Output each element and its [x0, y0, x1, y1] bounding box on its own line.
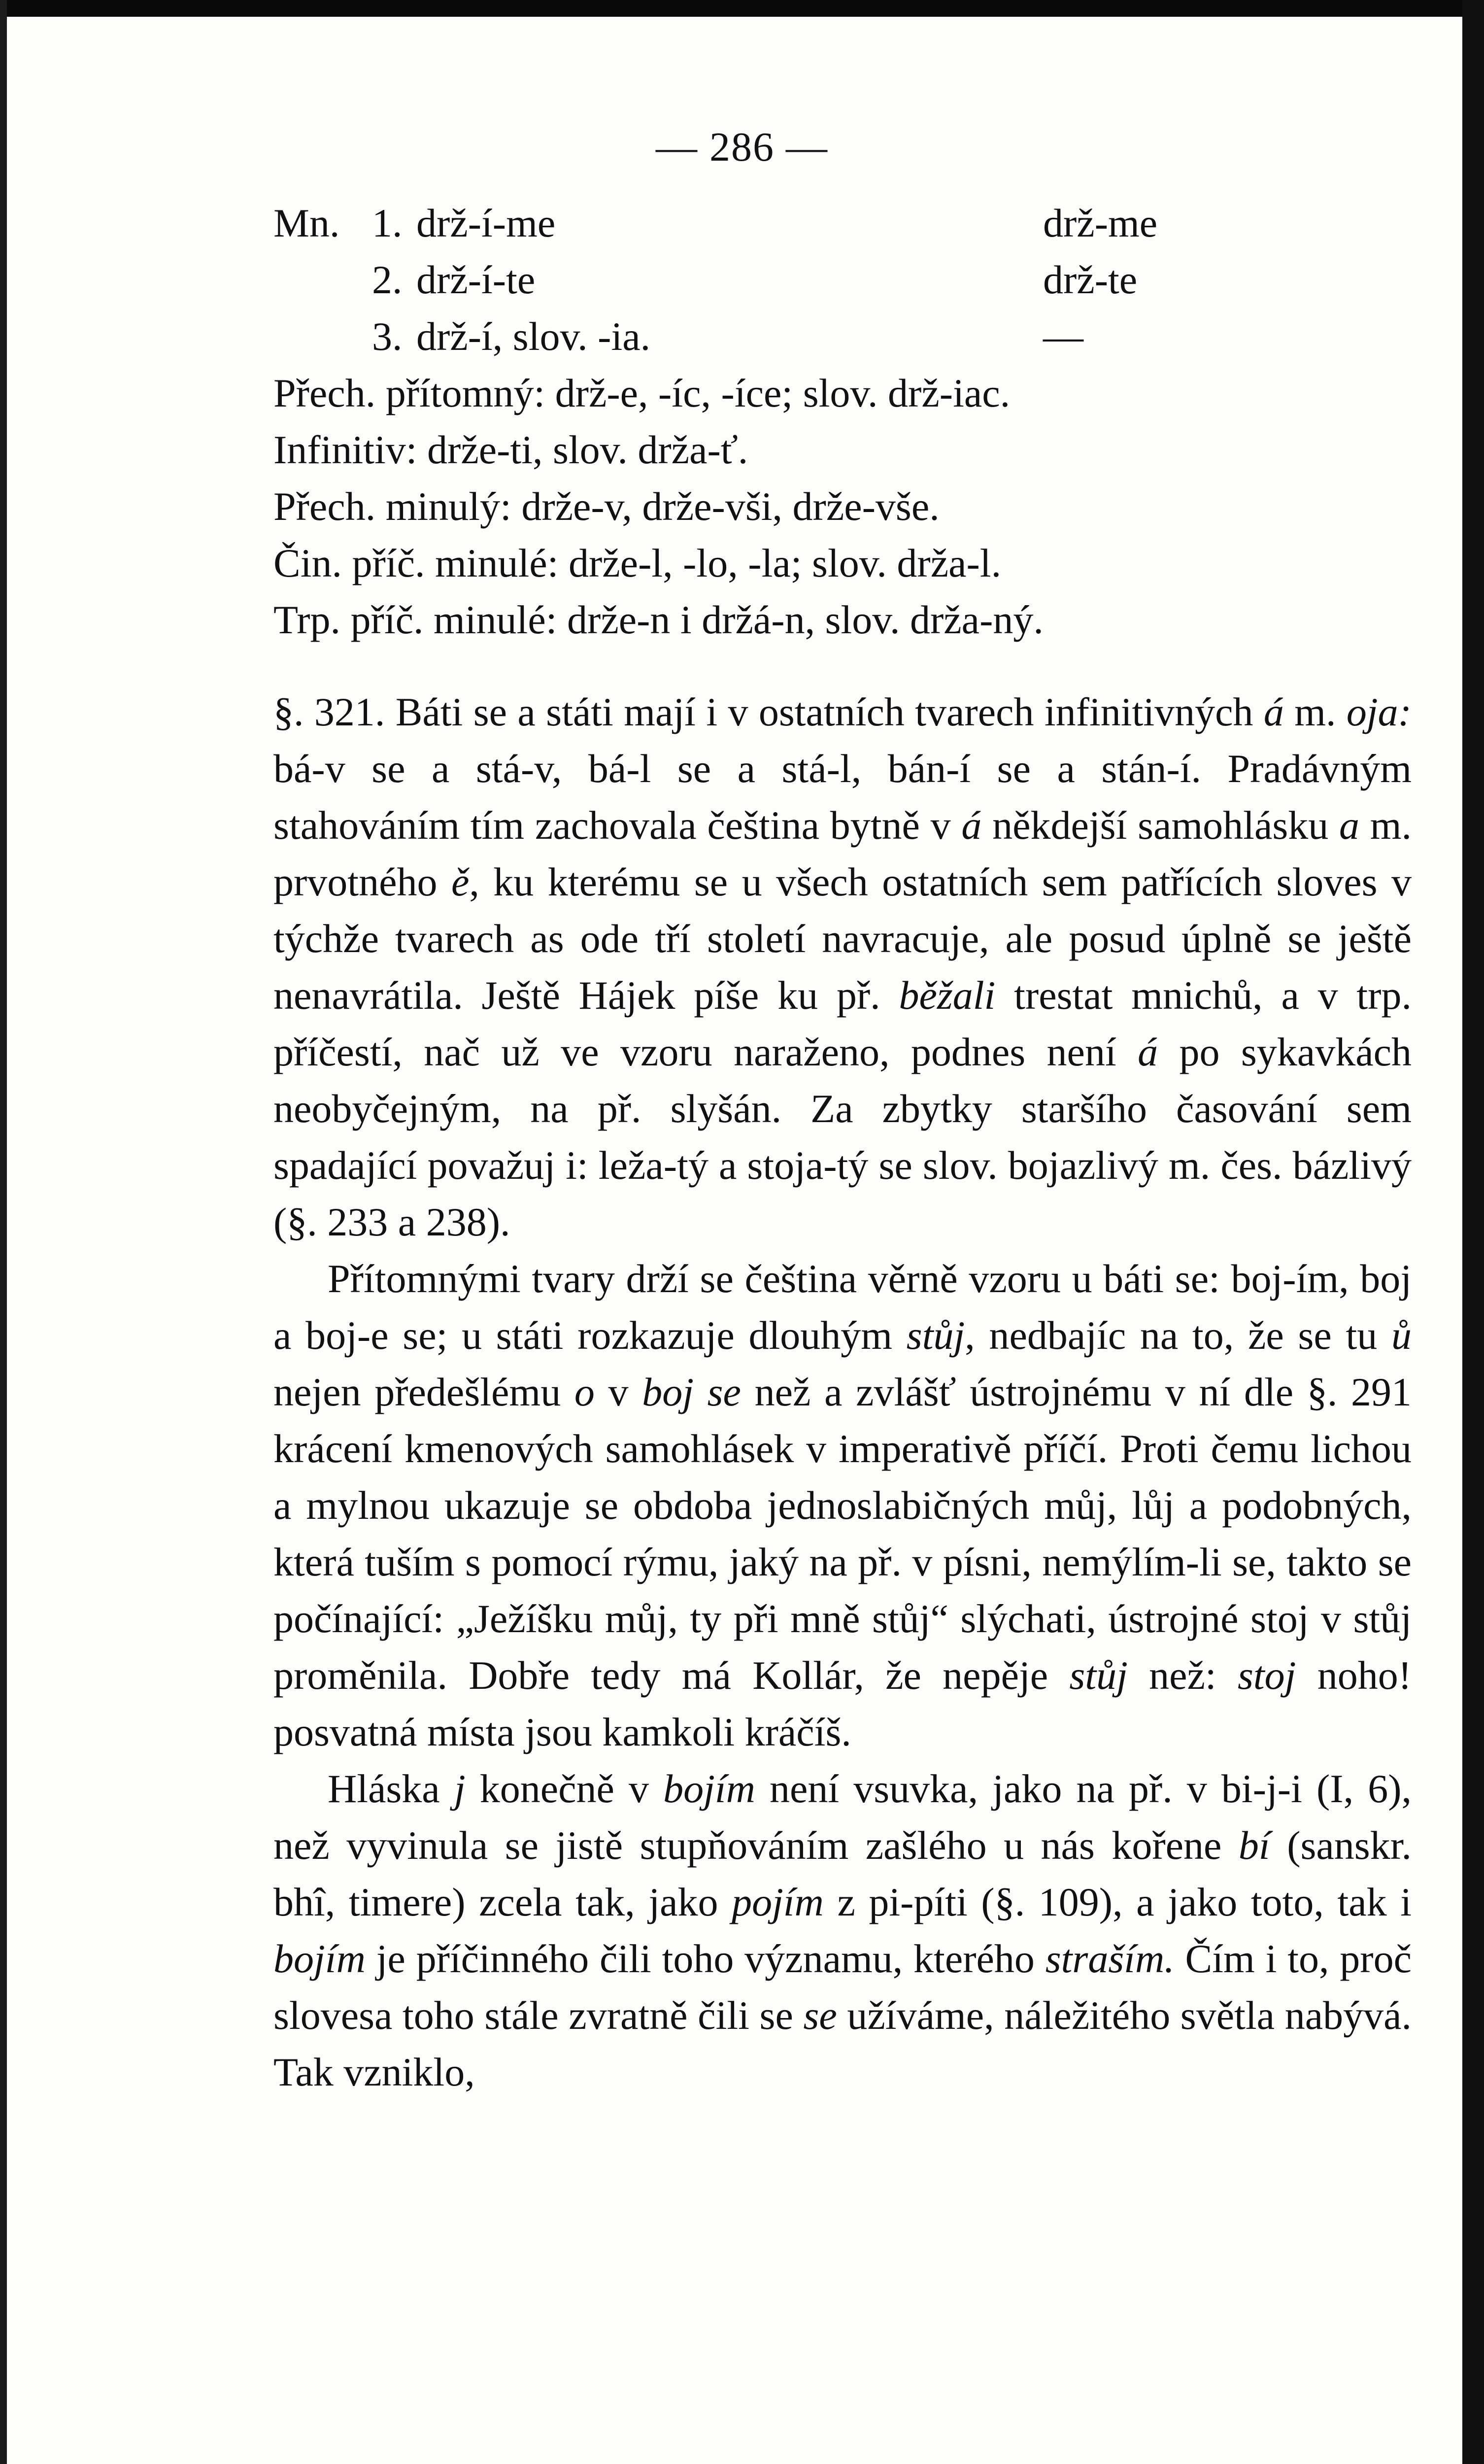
text-run: užíváme, náležitého světla nabývá. Tak vzniklo, — [273, 1993, 1412, 2094]
italic-term: bojím — [663, 1766, 755, 1811]
paradigm-line: Přech. minulý: drže-v, drže-vši, drže-vše. — [273, 484, 940, 529]
text-run: v — [594, 1369, 642, 1414]
text-run: , ku kterému se u všech ostatních sem patřících sloves v týchže tvarech as ode tří století navracuje, ale posud úplně se ještě nenavrátila. Ještě Hájek píše ku př. — [273, 859, 1412, 1018]
italic-term: o — [574, 1369, 595, 1414]
text-run: Hláska — [328, 1766, 454, 1811]
italic-term: stůj — [1069, 1653, 1128, 1698]
italic-term: ů — [1391, 1313, 1412, 1358]
paragraph-letter-j — [273, 1760, 1412, 2100]
paradigm-line: Čin. příč. minulé: drže-l, -lo, -la; slov. drža-l. — [273, 541, 1002, 585]
row-number: 2. — [372, 257, 403, 302]
scan-edge-right — [1462, 0, 1484, 2464]
paragraph-present-tense — [273, 1250, 1412, 1760]
text-run: Přítomnými tvary drží se čeština věrně vzoru u báti se: boj-ím, boj a boj-e se; u státi rozkazuje dlouhým — [273, 1256, 1412, 1358]
italic-term: á — [1263, 689, 1284, 734]
scan-edge-left — [0, 0, 7, 2464]
text-run: bá-v se a stá-v, bá-l se a stá-l, bán-í se a stán-í. Pradávným stahováním tím zachovala čeština bytně v — [273, 746, 1412, 848]
row-number: 3. — [372, 314, 403, 359]
text-run: §. 321. Báti se a státi mají i v ostatních tvarech infinitivných — [273, 689, 1264, 734]
row-prefix: Mn. — [273, 201, 340, 245]
text-run: m. — [1283, 689, 1347, 734]
text-run: někdejší samohlásku — [981, 803, 1339, 848]
row-alt-form: drž-te — [1043, 257, 1138, 302]
text-run: , nedbajíc na to, že se tu — [965, 1313, 1391, 1358]
italic-term: straším. — [1045, 1936, 1175, 1981]
text-run: trestat mnichů, a v trp. příčestí, nač už ve vzoru naraženo, podnes není — [273, 973, 1412, 1074]
italic-term: pojím — [732, 1880, 824, 1924]
paragraph-section-321 — [273, 684, 1412, 1250]
paradigm-line: Trp. příč. minulé: drže-n i držá-n, slov. drža-ný. — [273, 597, 1044, 642]
paradigm-table — [273, 195, 1412, 648]
page-body — [273, 195, 1412, 2100]
text-run: noho! posvatná místa jsou kamkoli kráčíš. — [273, 1653, 1412, 1754]
italic-term: bojím — [273, 1936, 366, 1981]
italic-term: stoj — [1237, 1653, 1296, 1698]
italic-term: bí — [1238, 1823, 1270, 1868]
row-form: drž-í-te — [416, 257, 536, 302]
italic-term: a — [1339, 803, 1359, 848]
text-run: po sykavkách neobyčejným, na př. slyšán. Za zbytky staršího časování sem spadající považuj i: leža-tý a stoja-tý se slov. bojazlivý m. čes. bázlivý (§. 233 a 238). — [273, 1029, 1412, 1244]
italic-term: j — [454, 1766, 466, 1811]
text-run: než: — [1127, 1653, 1238, 1698]
italic-term: boj se — [642, 1369, 741, 1414]
paradigm-line: Infinitiv: drže-ti, slov. drža-ť. — [273, 427, 748, 472]
text-run: než a zvlášť ústrojnému v ní dle §. 291 krácení kmenových samohlásek v imperativě příčí. Proti čemu lichou a mylnou ukazuje se obdoba jednoslabičných můj, lůj a podobných, která tuším s pomocí rýmu, jaký na př. v písni, nemýlím-li se, takto se počínající: „Ježíšku můj, ty při mně stůj“ slýchati, ústrojné stoj v stůj proměnila. Dobře tedy má Kollár, že nepěje — [273, 1369, 1412, 1698]
text-run: (sanskr. bhî, timere) zcela tak, jako — [273, 1823, 1412, 1924]
row-number: 1. — [372, 201, 403, 245]
text-run: konečně v — [465, 1766, 664, 1811]
text-run: je příčinného čili toho významu, kterého — [365, 1936, 1046, 1981]
paradigm-row — [273, 195, 1412, 251]
italic-term: běžali — [899, 973, 996, 1018]
italic-term: oja: — [1346, 689, 1412, 734]
paradigm-row — [273, 251, 1412, 308]
scan-edge-top — [0, 0, 1484, 17]
row-alt-form: drž-me — [1043, 201, 1158, 245]
text-run: nejen předešlému — [273, 1369, 574, 1414]
row-form: drž-í, slov. -ia. — [416, 314, 651, 359]
page-number: — 286 — — [656, 124, 828, 170]
text-run: Čím i to, proč slovesa toho stále zvratně čili se — [273, 1936, 1412, 2038]
italic-term: se — [803, 1993, 837, 2038]
italic-term: stůj — [906, 1313, 965, 1358]
text-run: není vsuvka, jako na př. v bi-j-i (I, 6), než vyvinula se jistě stupňováním zašlého u nás kořene — [273, 1766, 1412, 1868]
italic-term: á — [961, 803, 982, 848]
paradigm-line: Přech. přítomný: drž-e, -íc, -íce; slov. drž-iac. — [273, 371, 1011, 415]
row-alt-form: — — [1043, 314, 1083, 359]
italic-term: á — [1138, 1029, 1158, 1074]
text-run: z pi-píti (§. 109), a jako toto, tak i — [823, 1880, 1412, 1924]
italic-term: ě — [451, 859, 470, 904]
row-form: drž-í-me — [416, 201, 556, 245]
paradigm-row — [273, 308, 1412, 365]
text-run: m. prvotného — [273, 803, 1412, 904]
